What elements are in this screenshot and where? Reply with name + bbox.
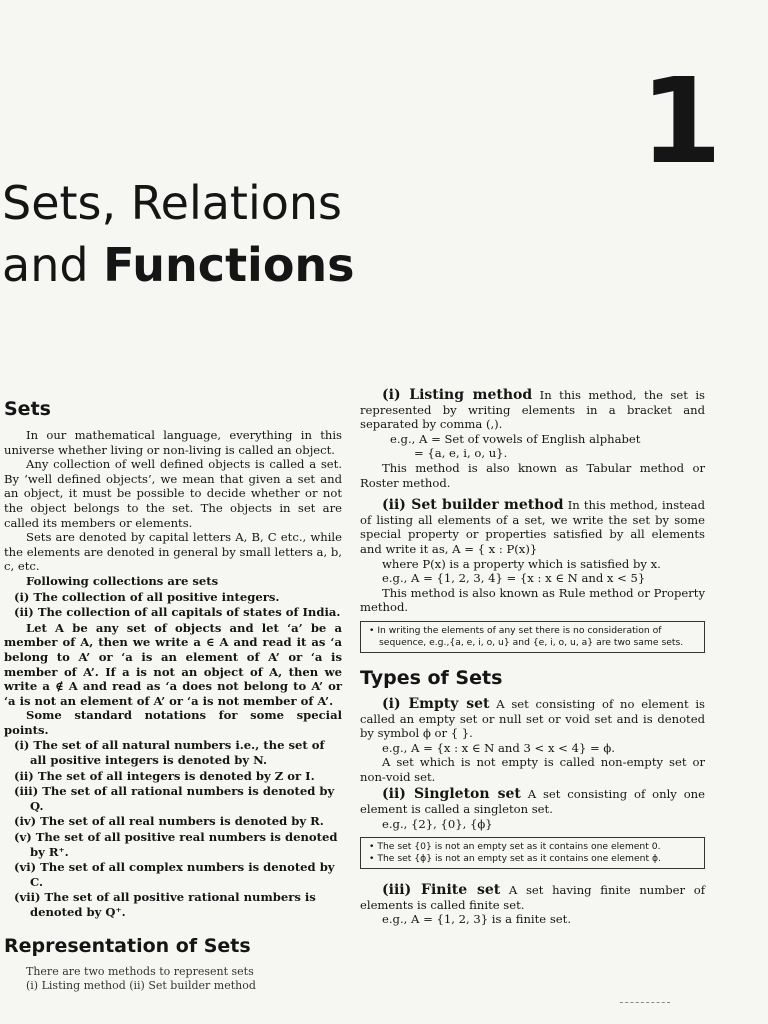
chapter-title bbox=[2, 172, 355, 296]
notations-intro: Some standard notations for some special points. bbox=[4, 708, 342, 737]
builder-text: In this method, instead of listing all elements of a set, we write the set by some special property or properties satisfied by all elements and write it as, A = { x : P(x)} bbox=[360, 498, 706, 556]
finite-term: (iii) Finite set bbox=[382, 882, 501, 899]
empty-example: e.g., A = {x : x ∈ N and 3 < x < 4} = ϕ. bbox=[382, 740, 615, 755]
singleton-note-box bbox=[360, 837, 705, 869]
title-line-2-plain: and bbox=[2, 238, 104, 292]
left-column bbox=[4, 398, 342, 994]
listing-text: In this method, the set is represented by writing elements in a bracket and separated by comma (,). bbox=[360, 388, 705, 432]
right-column bbox=[360, 388, 705, 927]
non-empty-note: A set which is not empty is called non-empty set or non-void set. bbox=[360, 755, 705, 784]
list-item: (ii) The set of all integers is denoted by Z or I. bbox=[14, 768, 315, 783]
listing-method bbox=[360, 388, 705, 432]
paragraph-objects: In our mathematical language, everything in this universe whether living or non-living is called an object. bbox=[4, 428, 342, 457]
following-collections: Following collections are sets bbox=[26, 573, 219, 588]
list-item: (i) The collection of all positive integers. bbox=[14, 589, 280, 604]
empty-text: A set consisting of no element is called an empty set or null set or void set and is denoted by symbol ϕ or { }. bbox=[360, 696, 706, 741]
list-item: (iv) The set of all real numbers is denoted by R. bbox=[14, 814, 324, 829]
list-item: (iii) The set of all rational numbers is denoted by Q. bbox=[14, 784, 335, 813]
sequence-note-box bbox=[360, 621, 705, 653]
singleton-term: (ii) Singleton set bbox=[382, 786, 521, 803]
builder-example: e.g., A = {1, 2, 3, 4} = {x : x ∈ N and x < 5} bbox=[382, 571, 646, 586]
footer-divider bbox=[620, 1002, 670, 1003]
note-line: • The set {ϕ} is not an empty set as it contains one element ϕ. bbox=[369, 853, 661, 865]
finite-text: A set having finite number of elements is called finite set. bbox=[360, 883, 705, 912]
title-line-2-bold: Functions bbox=[103, 238, 355, 292]
rule-method-note: This method is also known as Rule method or Property method. bbox=[360, 585, 705, 615]
title-line-1: Sets, Relations bbox=[2, 176, 342, 230]
note-line: • The set {0} is not an empty set as it contains one element 0. bbox=[369, 841, 661, 853]
builder-term: (ii) Set builder method bbox=[382, 497, 564, 514]
finite-set bbox=[360, 883, 705, 912]
list-item: (vii) The set of all positive rational numbers is denoted by Q⁺. bbox=[14, 890, 316, 919]
paragraph-notation: Sets are denoted by capital letters A, B, C etc., while the elements are denoted in general by small letters a, b, c, etc. bbox=[4, 530, 342, 574]
note-line: • In writing the elements of any set there is no consideration of sequence, e.g.,{a, e, i, o, u} and {e, i, o, u, a} are two same sets. bbox=[369, 624, 684, 648]
representation-line-2: (i) Listing method (ii) Set builder method bbox=[26, 979, 256, 993]
representation-line-1: There are two methods to represent sets bbox=[26, 964, 254, 978]
listing-example-2: = {a, e, i, o, u}. bbox=[414, 446, 508, 461]
tabular-note: This method is also known as Tabular method or Roster method. bbox=[360, 460, 705, 490]
sets-heading: Sets bbox=[4, 398, 51, 420]
paragraph-membership: Let A be any set of objects and let ‘a’ be a member of A, then we write a ∈ A and read it as ‘a belong to A’ or ‘a is an element of A’ or ‘a is member of A’. If a is not an object of A, then we write a ∉ A and read as ‘a does not belong to A’ or ‘a is not an element of A’ or ‘a is not member of A’. bbox=[4, 620, 342, 708]
listing-example-1: e.g., A = Set of vowels of English alphabet bbox=[390, 431, 641, 446]
finite-example: e.g., A = {1, 2, 3} is a finite set. bbox=[382, 912, 571, 927]
list-item: (ii) The collection of all capitals of states of India. bbox=[14, 605, 341, 620]
paragraph-set-definition: Any collection of well defined objects is called a set. By ‘well defined objects’, we mean that given a set and an object, it must be possible to decide whether or not the object belongs to the set. The objects in set are called its members or elements. bbox=[4, 457, 342, 530]
singleton-example: e.g., {2}, {0}, {ϕ} bbox=[382, 816, 493, 831]
list-item: (vi) The set of all complex numbers is denoted by C. bbox=[14, 860, 335, 889]
chapter-number: 1 bbox=[640, 52, 723, 190]
list-item: (i) The set of all natural numbers i.e., the set of all positive integers is denoted by N. bbox=[14, 738, 325, 768]
listing-term: (i) Listing method bbox=[382, 387, 533, 403]
builder-where: where P(x) is a property which is satisfied by x. bbox=[382, 556, 661, 571]
set-builder-method bbox=[360, 498, 705, 556]
singleton-text: A set consisting of only one element is called a singleton set. bbox=[360, 787, 705, 817]
types-heading: Types of Sets bbox=[360, 666, 503, 689]
empty-term: (i) Empty set bbox=[382, 695, 490, 712]
list-item: (v) The set of all positive real numbers is denoted by R⁺. bbox=[14, 830, 338, 859]
representation-heading: Representation of Sets bbox=[4, 934, 251, 957]
singleton-set bbox=[360, 787, 705, 816]
empty-set bbox=[360, 697, 705, 741]
